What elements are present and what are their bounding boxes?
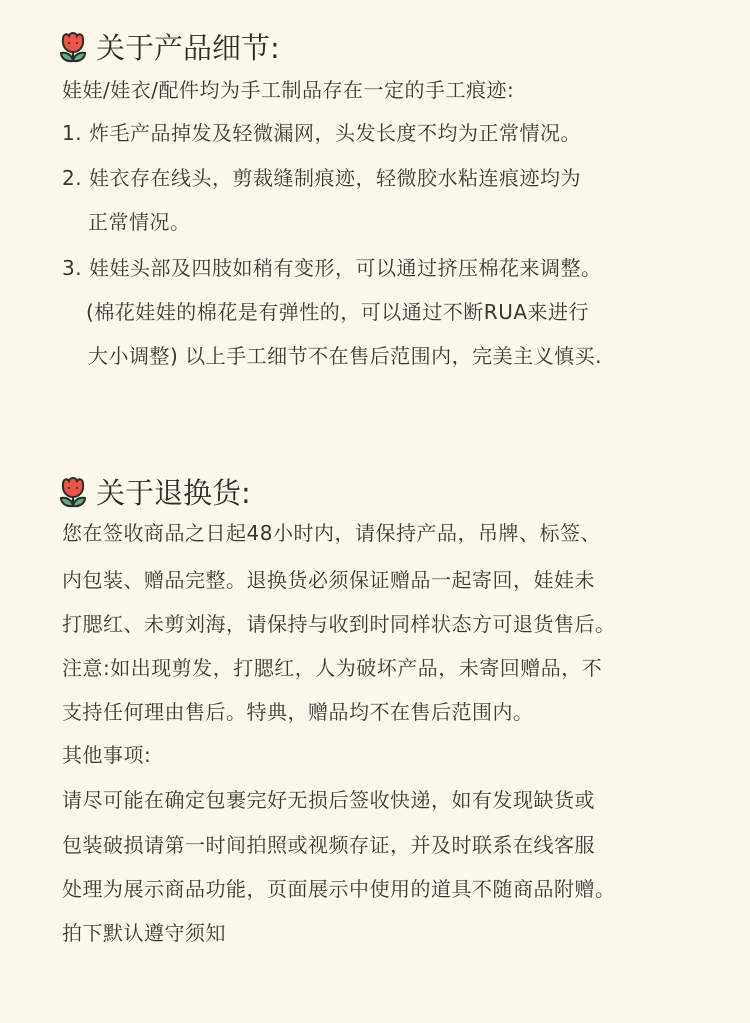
section-title-text: 关于退换货:	[96, 476, 251, 510]
section-title-returns	[58, 475, 251, 511]
text-line: 注意:如出现剪发，打腮红，人为破坏产品，未寄回赠品，不	[62, 656, 603, 680]
section-title-text: 关于产品细节:	[96, 31, 280, 65]
tulip-icon	[58, 31, 88, 65]
text-line: 处理为展示商品功能，页面展示中使用的道具不随商品附赠。	[62, 877, 616, 901]
text-line: 打腮红、未剪刘海，请保持与收到时同样状态方可退货售后。	[62, 612, 616, 636]
list-item: 2. 娃衣存在线头，剪裁缝制痕迹，轻微胶水粘连痕迹均为	[62, 166, 581, 190]
text-line: 包装破损请第一时间拍照或视频存证，并及时联系在线客服	[62, 833, 595, 857]
text-line: 请尽可能在确定包裹完好无损后签收快递，如有发现缺货或	[62, 788, 595, 812]
text-line: 拍下默认遵守须知	[62, 921, 226, 945]
list-item-continuation: 正常情况。	[88, 210, 191, 234]
tulip-icon	[58, 476, 88, 510]
text-line: 内包装、赠品完整。退换货必须保证赠品一起寄回，娃娃未	[62, 568, 595, 592]
text-line: 支持任何理由售后。特典，赠品均不在售后范围内。	[62, 700, 534, 724]
text-line: 您在签收商品之日起48小时内，请保持产品，吊牌、标签、	[62, 521, 601, 545]
section-title-product-details	[58, 30, 280, 66]
list-item: 3. 娃娃头部及四肢如稍有变形，可以通过挤压棉花来调整。	[62, 256, 602, 280]
text-line: 娃娃/娃衣/配件均为手工制品存在一定的手工痕迹:	[62, 78, 515, 102]
list-item-continuation: 大小调整) 以上手工细节不在售后范围内，完美主义慎买.	[88, 344, 603, 368]
text-line: 其他事项:	[62, 743, 152, 767]
list-item-continuation: (棉花娃娃的棉花是有弹性的，可以通过不断RUA来进行	[86, 300, 590, 324]
list-item: 1. 炸毛产品掉发及轻微漏网，头发长度不均为正常情况。	[62, 121, 581, 145]
